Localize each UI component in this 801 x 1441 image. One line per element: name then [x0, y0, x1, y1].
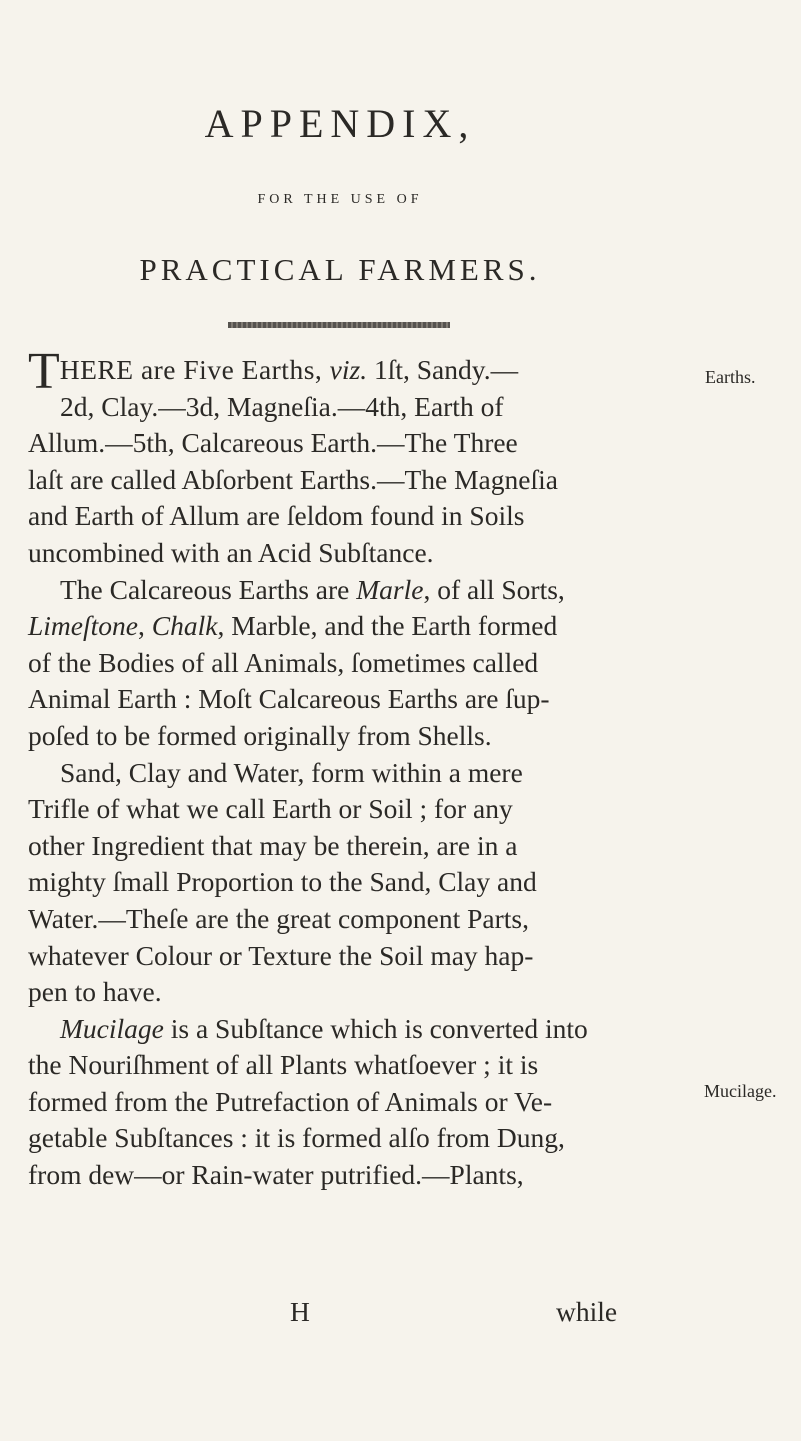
body-text — [28, 343, 653, 1194]
text-line: and Earth of Allum are ſeldom found in Soils — [28, 500, 525, 532]
margin-note-mucilage: Mucilage. — [704, 1081, 777, 1101]
text-line: formed from the Putrefaction of Animals or Ve- — [28, 1085, 553, 1117]
margin-note-earths: Earths. — [705, 367, 756, 387]
text-line: getable Subſtances : it is formed alſo from Dung, — [28, 1122, 565, 1154]
drop-cap: T — [28, 343, 60, 400]
text-line: Sand, Clay and Water, form within a mere — [60, 756, 523, 788]
text-line: the Nouriſhment of all Plants whatſoever ; it is — [28, 1049, 539, 1081]
text-line: Trifle of what we call Earth or Soil ; for any — [28, 793, 513, 825]
text-line: Limeſtone, Chalk, Marble, and the Earth formed — [28, 610, 558, 642]
text-line: Mucilage is a Subſtance which is converted into — [60, 1012, 588, 1044]
text-line: mighty ſmall Proportion to the Sand, Clay and — [28, 866, 537, 898]
text-line: 2d, Clay.—3d, Magneſia.—4th, Earth of — [60, 390, 504, 422]
text-line: laſt are called Abſorbent Earths.—The Magneſia — [28, 463, 558, 495]
practical-farmers-title: PRACTICAL FARMERS. — [139, 252, 541, 287]
text-line: poſed to be formed originally from Shells. — [28, 719, 492, 751]
text-line: Allum.—5th, Calcareous Earth.—The Three — [28, 427, 518, 459]
signature-mark: H — [290, 1296, 310, 1327]
text-line: pen to have. — [28, 976, 162, 1008]
ornamental-rule — [228, 322, 450, 328]
text-line: of the Bodies of all Animals, ſometimes called — [28, 646, 539, 678]
text-line: uncombined with an Acid Subſtance. — [28, 536, 434, 568]
text-line: The Calcareous Earths are Marle, of all Sorts, — [60, 573, 565, 605]
catchword: while — [556, 1296, 618, 1327]
text-line: Water.—Theſe are the great component Parts, — [28, 902, 529, 934]
text-line: other Ingredient that may be therein, are in a — [28, 829, 518, 861]
text-line: whatever Colour or Texture the Soil may hap- — [28, 939, 534, 971]
text-line: from dew—or Rain-water putrified.—Plants, — [28, 1159, 524, 1191]
text-line: THERE are Five Earths, viz. 1ſt, Sandy.— — [28, 343, 519, 400]
for-the-use-of-subheading: FOR THE USE OF — [257, 192, 423, 207]
appendix-heading: APPENDIX, — [204, 101, 476, 146]
text-line: Animal Earth : Moſt Calcareous Earths are ſup- — [28, 683, 550, 715]
